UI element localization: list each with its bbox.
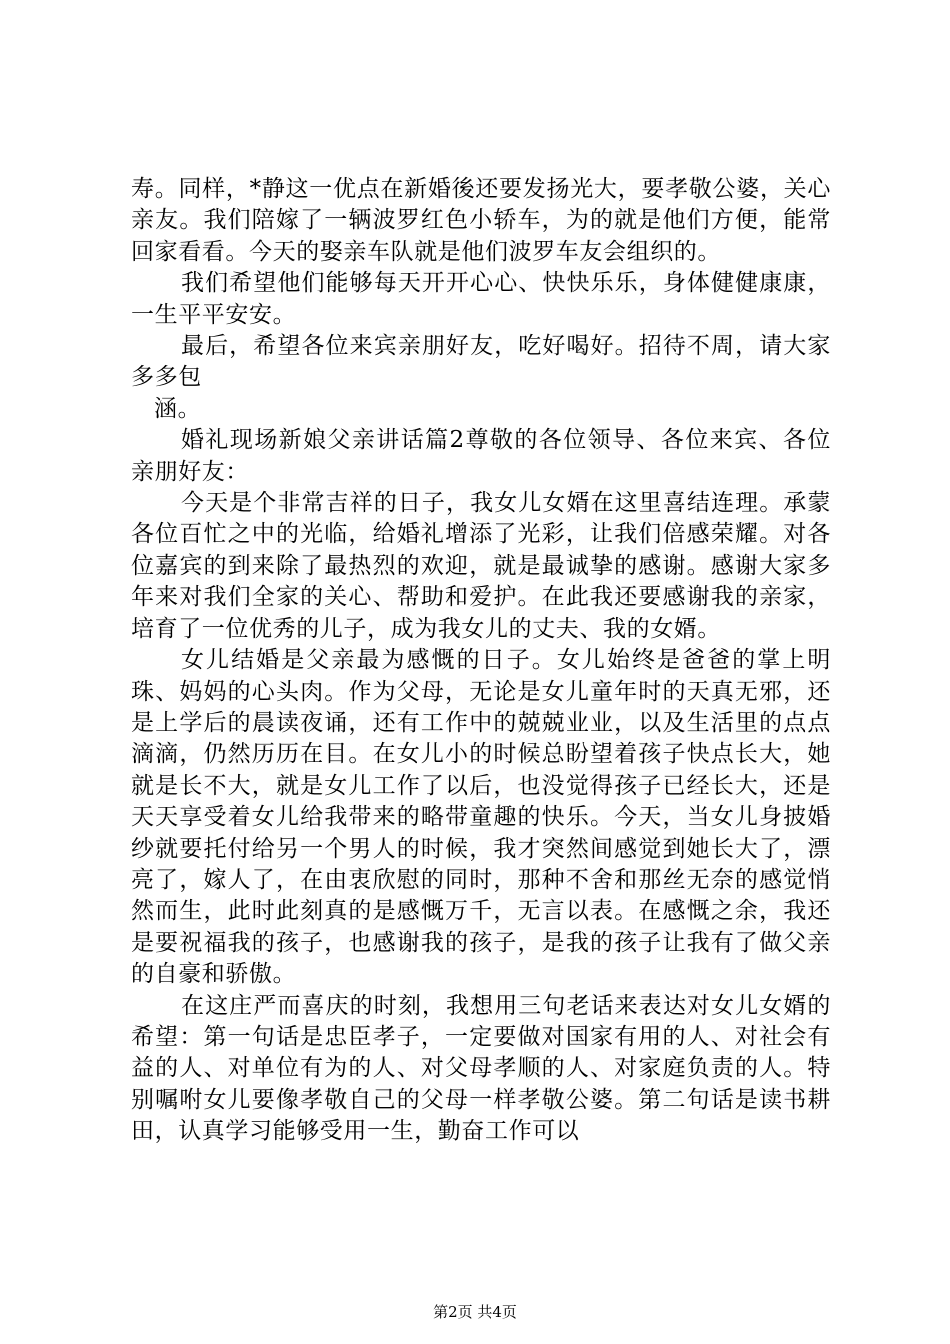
paragraph: 寿。同样，*静这一优点在新婚後还要发扬光大，要孝敬公婆，关心亲友。我们陪嫁了一辆波罗红色小轿车，为的就是他们方便，能常回家看看。今天的娶亲车队就是他们波罗车友会组织的。 bbox=[131, 176, 831, 265]
paragraph: 婚礼现场新娘父亲讲话篇2尊敬的各位领导、各位来宾、各位亲朋好友： bbox=[131, 427, 831, 485]
paragraph: 今天是个非常吉祥的日子，我女儿女婿在这里喜结连理。承蒙各位百忙之中的光临，给婚礼增添了光彩，让我们倍感荣耀。对各位嘉宾的到来除了最热烈的欢迎，就是最诚挚的感谢。感谢大家多年来对我们全家的关心、帮助和爱护。在此我还要感谢我的亲家，培育了一位优秀的儿子，成为我女儿的丈夫、我的女婿。 bbox=[131, 490, 831, 642]
paragraph: 在这庄严而喜庆的时刻，我想用三句老话来表达对女儿女婿的希望：第一句话是忠臣孝子，一定要做对国家有用的人、对社会有益的人、对单位有为的人、对父母孝顺的人、对家庭负责的人。特别嘱咐女儿要像孝敬自己的父母一样孝敬公婆。第二句话是读书耕田，认真学习能够受用一生，勤奋工作可以 bbox=[131, 992, 831, 1145]
paragraph: 我们希望他们能够每天开开心心、快快乐乐，身体健健康康，一生平平安安。 bbox=[131, 270, 831, 328]
document-body bbox=[131, 174, 831, 1148]
paragraph: 最后，希望各位来宾亲朋好友，吃好喝好。招待不周，请大家多多包 bbox=[131, 333, 831, 391]
paragraph: 涵。 bbox=[154, 395, 202, 422]
page-number-footer: 第2页 共4页 bbox=[433, 1303, 517, 1321]
paragraph: 女儿结婚是父亲最为感慨的日子。女儿始终是爸爸的掌上明珠、妈妈的心头肉。作为父母，无论是女儿童年时的天真无邪，还是上学后的晨读夜诵，还有工作中的兢兢业业，以及生活里的点点滴滴，仍然历历在目。在女儿小的时候总盼望着孩子快点长大，她就是长不大，就是女儿工作了以后，也没觉得孩子已经长大，还是天天享受着女儿给我带来的略带童趣的快乐。今天，当女儿身披婚纱就要托付给另一个男人的时候，我才突然间感觉到她长大了，漂亮了，嫁人了，在由衷欣慰的同时，那种不舍和那丝无奈的感觉悄然而生，此时此刻真的是感慨万千，无言以表。在感慨之余，我还是要祝福我的孩子，也感谢我的孩子，是我的孩子让我有了做父亲的自豪和骄傲。 bbox=[131, 647, 831, 988]
